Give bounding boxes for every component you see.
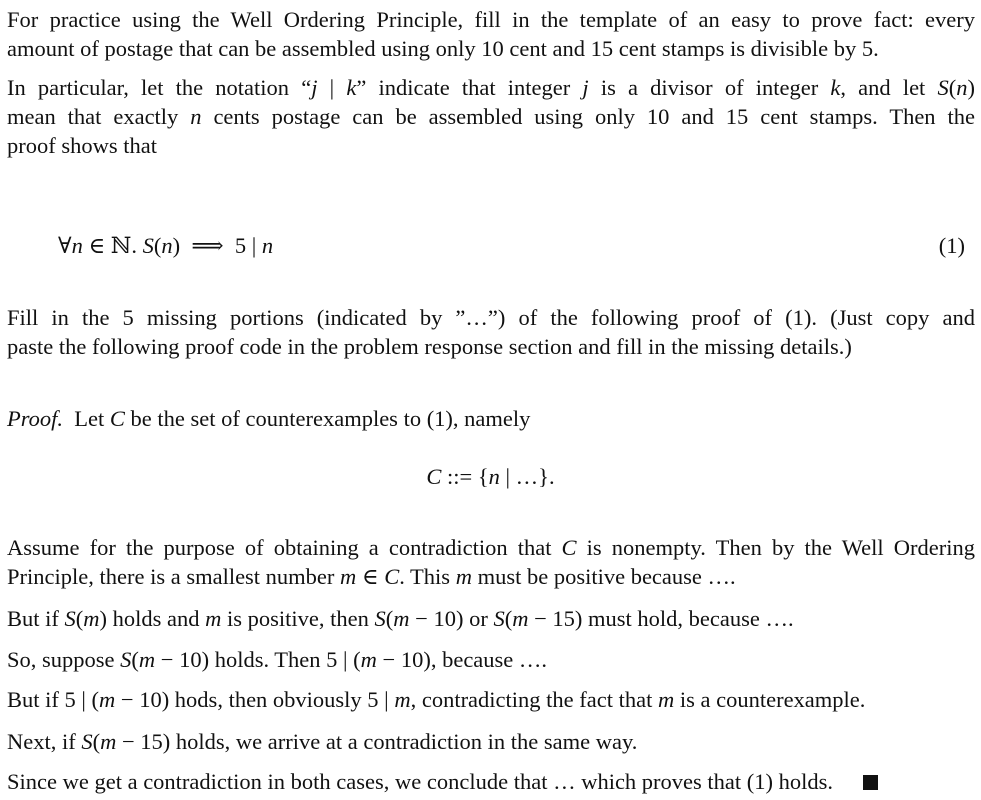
text-segment: ( — [153, 233, 162, 258]
proof-step — [7, 646, 975, 674]
proof-step — [7, 605, 975, 633]
text-segment: − 10) hods, then obviously 5 | — [115, 687, 395, 712]
assume-line — [7, 563, 975, 591]
math-variable: m — [205, 606, 222, 631]
text-segment: ) — [967, 75, 975, 100]
text-segment: is positive, then — [221, 606, 375, 631]
text-segment: is a counterexample. — [674, 687, 866, 712]
text-segment: mean that exactly — [7, 104, 191, 129]
text-segment: is nonempty. Then by the Well Ordering — [576, 535, 975, 560]
text-segment: be the set of counterexamples to (1), namely — [124, 406, 531, 431]
text-segment: In particular, let the notation “ — [7, 75, 312, 100]
text-segment: But if — [7, 606, 65, 631]
math-variable: m — [100, 729, 117, 754]
math-variable: m — [340, 564, 357, 589]
text-segment: must be positive because …. — [471, 564, 736, 589]
text-segment: , and let — [840, 75, 938, 100]
math-variable: S — [81, 729, 93, 754]
math-variable: n — [488, 464, 500, 489]
proof-step-final — [7, 768, 975, 796]
text-segment: cents postage can be assembled using only 10 and 15 cent stamps. Then the — [201, 104, 975, 129]
math-variable: m — [360, 647, 377, 672]
text-segment: ) holds and — [99, 606, 206, 631]
text-segment: − 15) holds, we arrive at a contradiction in the same way. — [116, 729, 638, 754]
text-segment: ∀ — [58, 233, 72, 258]
proof-label: Proof. — [7, 406, 64, 431]
math-variable: m — [138, 647, 156, 672]
text-segment: Next, if — [7, 729, 82, 754]
text-segment: , contradicting the fact that — [410, 687, 658, 712]
text-segment: ( — [131, 647, 139, 672]
math-variable: m — [99, 687, 116, 712]
text-segment: ” indicate that integer — [356, 75, 583, 100]
math-variable: S — [493, 606, 505, 631]
proof-step — [7, 728, 975, 756]
instructions-line — [7, 333, 975, 361]
math-variable: n — [261, 233, 274, 258]
text-segment: Assume for the purpose of obtaining a contradiction that — [7, 535, 562, 560]
text-segment: paste the following proof code in the problem response section and fill in the missing details.) — [7, 334, 852, 359]
text-segment: − 15) must hold, because …. — [528, 606, 794, 631]
proof-first-line — [7, 405, 975, 433]
text-segment: Principle, there is a smallest number — [7, 564, 341, 589]
math-variable: S — [937, 75, 949, 100]
math-variable: k — [346, 75, 357, 100]
text-segment: amount of postage that can be assembled using only 10 cent and 15 cent stamps is divisible by 5. — [7, 36, 879, 61]
qed-square-icon — [863, 775, 878, 790]
text-segment: − 10), because …. — [376, 647, 548, 672]
main-equation — [58, 232, 973, 260]
math-variable: n — [161, 233, 173, 258]
equation-body — [58, 233, 273, 258]
text-segment: ( — [948, 75, 957, 100]
math-variable: m — [393, 606, 410, 631]
math-variable: S — [142, 233, 154, 258]
equation-number: (1) — [938, 233, 965, 258]
text-segment: | …}. — [499, 464, 555, 489]
math-variable: C — [426, 464, 442, 489]
proof-first-text — [63, 406, 530, 431]
text-segment: Since we get a contradiction in both cases, we conclude that … which proves that (1) holds. — [7, 769, 834, 794]
text-segment: So, suppose — [7, 647, 121, 672]
math-variable: S — [374, 606, 386, 631]
math-variable: C — [384, 564, 400, 589]
notation-line — [7, 74, 975, 102]
proof-step — [7, 686, 975, 714]
math-variable: C — [109, 406, 125, 431]
math-variable: S — [64, 606, 76, 631]
text-segment: ( — [504, 606, 513, 631]
text-segment: But if 5 | ( — [7, 687, 99, 712]
math-variable: m — [394, 687, 411, 712]
math-variable: n — [71, 233, 83, 258]
text-segment: ) ⟹ 5 | — [172, 233, 262, 258]
math-variable: n — [956, 75, 968, 100]
text-segment: is a divisor of integer — [588, 75, 831, 100]
text-segment: ::= { — [441, 464, 489, 489]
proof-conclusion — [7, 769, 833, 794]
text-segment: | — [317, 75, 347, 100]
math-variable: S — [120, 647, 132, 672]
intro-line — [7, 35, 975, 63]
math-variable: k — [830, 75, 841, 100]
text-segment: ( — [92, 729, 101, 754]
text-segment: For practice using the Well Ordering Principle, fill in the template of an easy to prove fact: every — [7, 7, 975, 32]
text-segment: proof shows that — [7, 133, 157, 158]
assume-line — [7, 534, 975, 562]
math-variable: m — [83, 606, 100, 631]
text-segment: Fill in the 5 missing portions (indicated by ”…”) of the following proof of (1). (Just copy and — [7, 305, 975, 330]
notation-line — [7, 132, 975, 160]
math-variable: m — [455, 564, 472, 589]
notation-line — [7, 103, 975, 131]
math-variable: j — [582, 75, 589, 100]
counterexample-set-definition — [0, 463, 981, 491]
text-segment: ∈ ℕ. — [82, 233, 143, 258]
math-variable: n — [190, 104, 202, 129]
text-segment: ∈ — [356, 564, 385, 589]
instructions-line — [7, 304, 975, 332]
math-variable: m — [657, 687, 675, 712]
text-segment: . This — [399, 564, 456, 589]
math-variable: j — [311, 75, 318, 100]
intro-line — [7, 6, 975, 34]
math-variable: C — [561, 535, 577, 560]
text-segment: ( — [385, 606, 394, 631]
text-segment: ( — [75, 606, 84, 631]
text-segment: − 10) holds. Then 5 | ( — [155, 647, 361, 672]
math-variable: m — [512, 606, 529, 631]
text-segment: − 10) or — [409, 606, 494, 631]
text-segment: Let — [63, 406, 110, 431]
